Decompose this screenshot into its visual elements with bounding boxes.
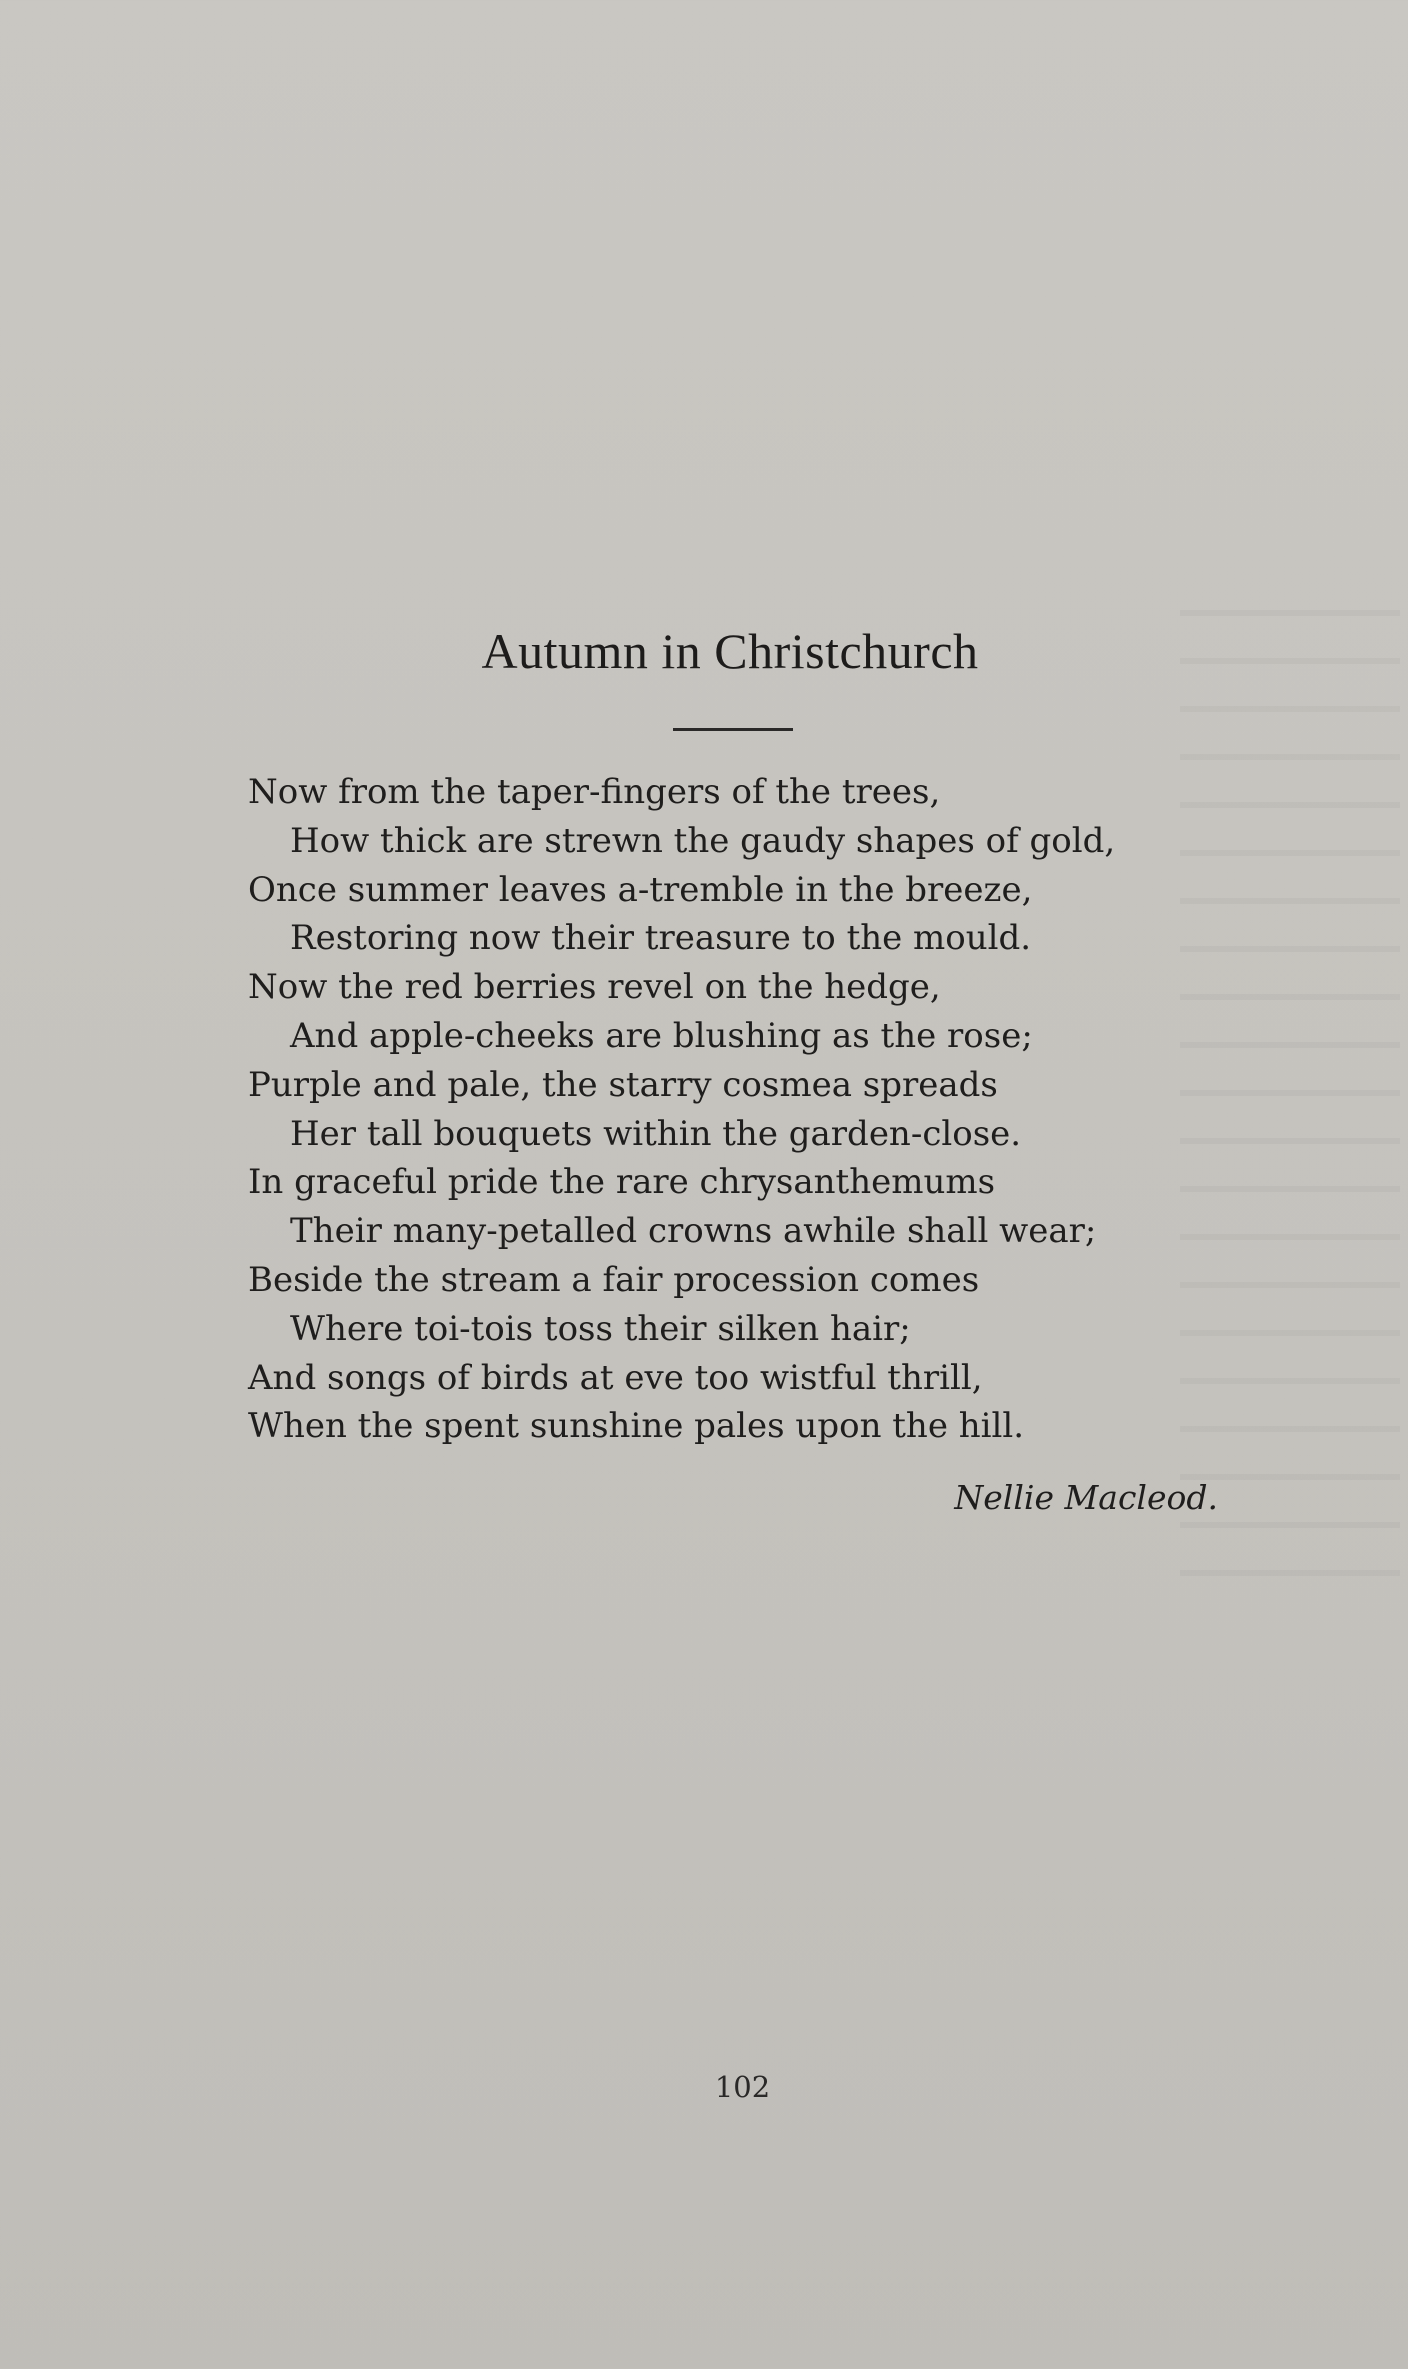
poem-line: Her tall bouquets within the garden-close.: [290, 1113, 1022, 1154]
page-number: 102: [714, 2070, 771, 2104]
author-signature: Nellie Macleod.: [954, 1478, 1218, 1517]
poem-line: How thick are strewn the gaudy shapes of gold,: [290, 820, 1116, 861]
poem-line: And songs of birds at eve too wistful thrill,: [248, 1357, 983, 1398]
poem-line: Restoring now their treasure to the mould.: [290, 918, 1032, 959]
poem-line: Where toi-tois toss their silken hair;: [290, 1308, 911, 1349]
poem-line: Once summer leaves a-tremble in the breeze,: [248, 869, 1033, 910]
poem-line: Now from the taper-fingers of the trees,: [248, 772, 941, 812]
poem-line: Beside the stream a fair procession comes: [248, 1259, 980, 1300]
poem-body: [248, 768, 1248, 1451]
poem-line: Now the red berries revel on the hedge,: [248, 967, 941, 1008]
poem-line: When the spent sunshine pales upon the hill.: [248, 1406, 1025, 1447]
poem-line: Their many-petalled crowns awhile shall wear;: [290, 1211, 1097, 1252]
title-rule: [673, 728, 793, 731]
poem-line: In graceful pride the rare chrysanthemums: [248, 1162, 996, 1203]
poem-line: Purple and pale, the starry cosmea spreads: [248, 1064, 998, 1105]
poem-title: Autumn in Christchurch: [481, 623, 979, 679]
poem-line: And apple-cheeks are blushing as the rose;: [290, 1015, 1033, 1056]
